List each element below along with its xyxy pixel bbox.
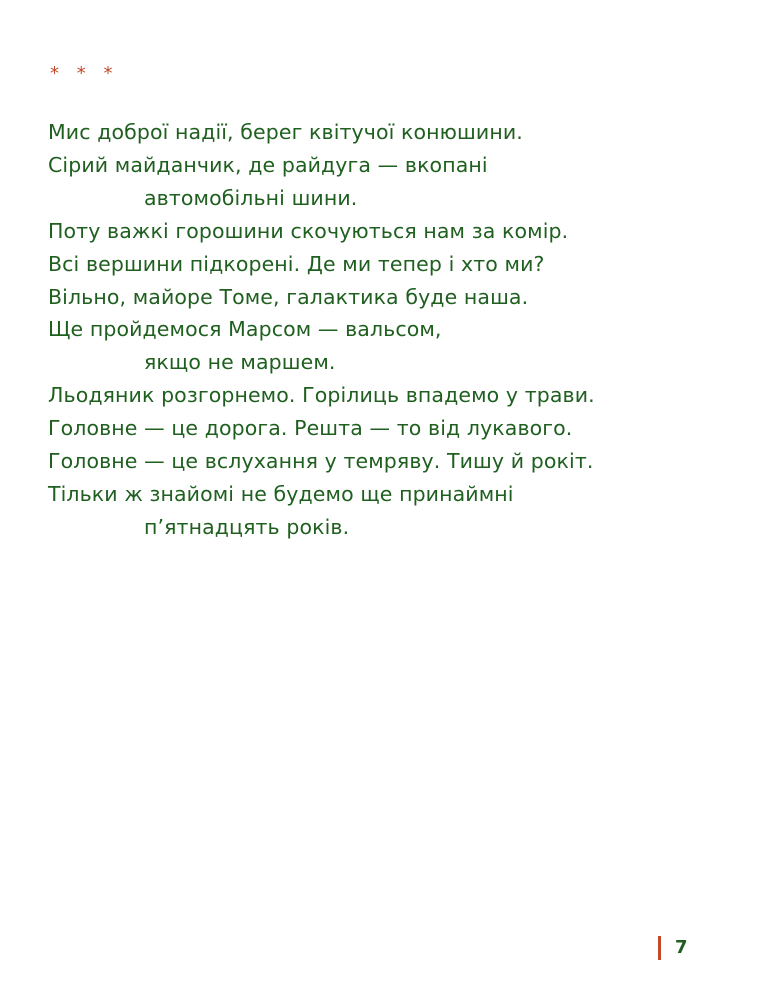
poem-line: Тільки ж знайомі не будемо ще принаймні bbox=[48, 481, 514, 506]
poem-text bbox=[48, 116, 728, 544]
poem-line: автомобільні шини. bbox=[144, 185, 358, 210]
poem-line: Головне — це дорога. Решта — то від лукавого. bbox=[48, 416, 573, 441]
poem-line: Вільно, майоре Томе, галактика буде наша. bbox=[48, 284, 529, 309]
stanza-marker: * * * bbox=[50, 63, 119, 84]
poem-line: Льодяник розгорнемо. Горілиць впадемо у трави. bbox=[48, 383, 595, 408]
page-number: 7 bbox=[675, 937, 688, 958]
poem-line: Ще пройдемося Марсом — вальсом, bbox=[48, 317, 442, 342]
poem-line: Всі вершини підкорені. Де ми тепер і хто ми? bbox=[48, 251, 545, 276]
poem-line: Сірий майданчик, де райдуга — вкопані bbox=[48, 152, 488, 177]
poem-line: Поту важкі горошини скочуються нам за комір. bbox=[48, 218, 569, 243]
poem-line: п’ятнадцять років. bbox=[144, 514, 350, 539]
poem-line: Головне — це вслухання у темряву. Тишу й рокіт. bbox=[48, 449, 594, 474]
page-footer bbox=[658, 934, 688, 962]
page-number-divider bbox=[658, 936, 661, 960]
poem-line: Мис доброї надії, берег квітучої конюшини. bbox=[48, 120, 523, 144]
poem-line: якщо не маршем. bbox=[144, 350, 336, 375]
